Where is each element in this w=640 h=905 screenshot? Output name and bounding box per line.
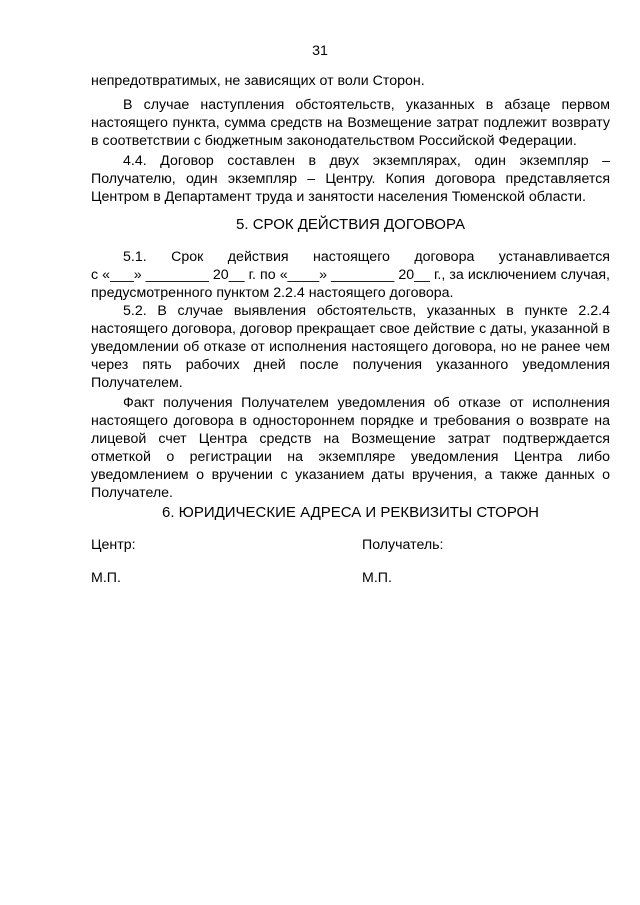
stamp-right: М.П. (362, 570, 392, 586)
paragraph-5-1 (91, 248, 610, 302)
center-label: Центр: (91, 537, 136, 553)
page-number: 31 (312, 43, 328, 59)
paragraph-5-2-fact (91, 394, 610, 502)
paragraph-line: 5.1. Срок действия настоящего договора устанавливается (123, 249, 610, 265)
recipient-label: Получатель: (362, 537, 444, 553)
paragraph-continuation (91, 72, 610, 90)
paragraph-line: с «___» ________ 20__ г. по «____» ________ 20__ г., за исключением случая, (91, 267, 610, 283)
paragraph-line: предусмотренного пунктом 2.2.4 настоящего договора. (91, 285, 454, 301)
paragraph-text: 4.4. Договор составлен в двух экземплярах, один экземпляр – Получателю, один экземпляр – Центру. Копия договора представляется Центром в Департамент труда и занятости населения Тюменской области. (91, 153, 610, 205)
paragraph-5-2 (91, 302, 610, 392)
section-5-heading: 5. СРОК ДЕЙСТВИЯ ДОГОВОРА (236, 216, 465, 233)
paragraph-text: 5.2. В случае выявления обстоятельств, указанных в пункте 2.2.4 настоящего договора, договор прекращает свое действие с даты, указанной в уведомлении об отказе от исполнения настоящего договора, но не ранее чем через пять рабочих дней после получения указанного уведомления Получателем. (91, 303, 610, 391)
paragraph-refund (91, 96, 610, 150)
section-6-heading: 6. ЮРИДИЧЕСКИЕ АДРЕСА И РЕКВИЗИТЫ СТОРОН (161, 504, 540, 521)
paragraph-text: В случае наступления обстоятельств, указанных в абзаце первом настоящего пункта, сумма средств на Возмещение затрат подлежит возврату в соответствии с бюджетным законодательством Российской Федерации. (91, 97, 610, 149)
paragraph-4-4 (91, 152, 610, 206)
paragraph-text: непредотвратимых, не зависящих от воли Сторон. (91, 73, 425, 89)
stamp-left: М.П. (91, 570, 121, 586)
paragraph-text: Факт получения Получателем уведомления об отказе от исполнения настоящего договора в одностороннем порядке и требования о возврате на лицевой счет Центра средств на Возмещение затрат подтверждается отметкой о регистрации на экземпляре уведомления Центра либо уведомлением о вручении с указанием даты вручения, а также данных о Получателе. (91, 395, 610, 501)
